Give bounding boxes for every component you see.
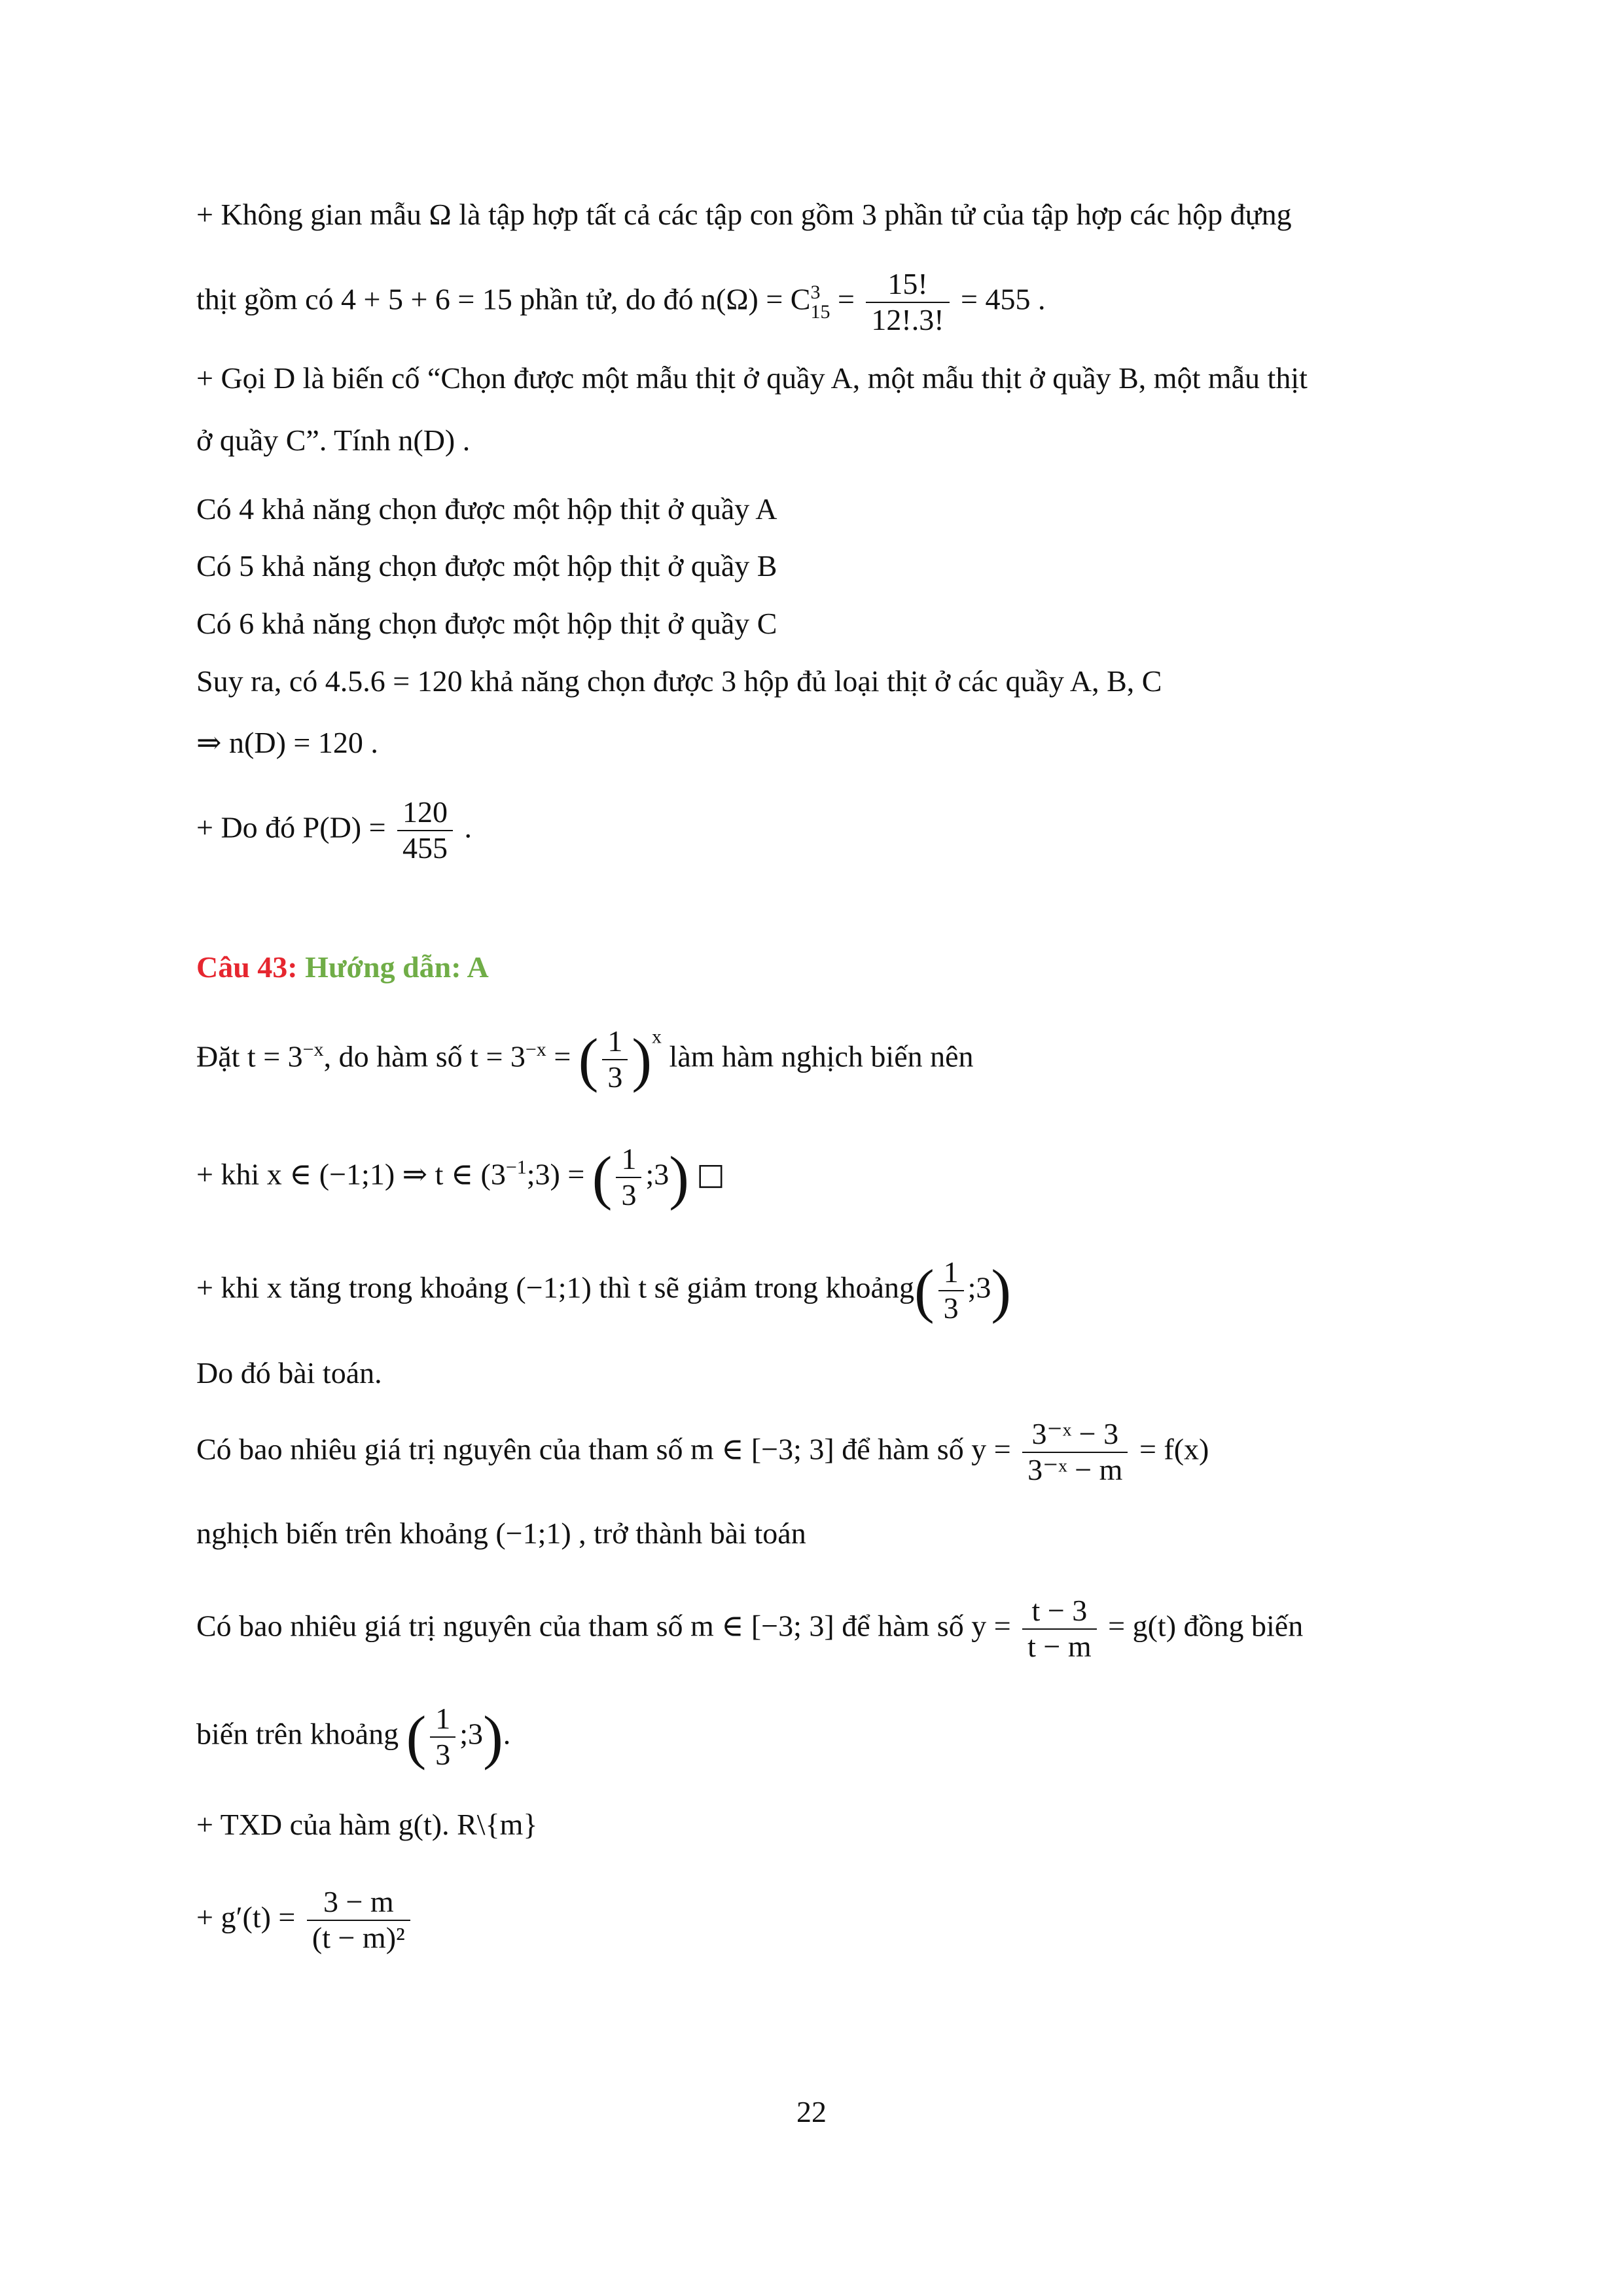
paragraph-interval-t: biến trên khoảng ( $\frac{1}{3}$ ;3).	[196, 1702, 511, 1771]
paragraph-event-count: ⇒ n(D) = 120 .	[196, 726, 378, 759]
fraction-one-third-2: $\frac{1}{3}$	[616, 1142, 641, 1213]
paragraph-problem-t: Có bao nhiêu giá trị nguyên của tham số m ∈ [−3; 3] để hàm số y = $\frac{t - 3}{t - m}$ = g(t) đồng biến	[196, 1594, 1304, 1663]
paragraph-domain: + TXD của hàm g(t). R\{m}	[196, 1808, 538, 1841]
page-number: 22	[796, 2095, 827, 2128]
fraction-factorial: $\frac{15!}{12!.3!}$	[866, 267, 949, 338]
question-heading	[196, 952, 489, 982]
paragraph-therefore: Do đó bài toán.	[196, 1356, 382, 1390]
question-label: Câu 43:	[196, 950, 306, 984]
paragraph-sample-space-count	[196, 267, 1046, 338]
paragraph-choice-b: Có 5 khả năng chọn được một hộp thịt ở quầy B	[196, 549, 777, 583]
fraction-function-t: $\frac{t - 3}{t - m}$	[1022, 1594, 1097, 1664]
answer-label: Hướng dẫn: A	[305, 950, 489, 984]
fraction-probability: $\frac{120}{455}$	[397, 795, 453, 866]
fraction-derivative: $\frac{3 - m}{\text{(t − m)²}}$	[307, 1885, 410, 1956]
combination-index: 3 15	[810, 281, 830, 323]
fraction-one-third-3: $\frac{1}{3}$	[938, 1255, 964, 1326]
paragraph-choice-c: Có 6 khả năng chọn được một hộp thịt ở quầy C	[196, 607, 777, 640]
sample-space-text: thịt gồm có 4 + 5 + 6 = 15 phần tử, do đó n(Ω) = C	[196, 282, 811, 316]
sample-space-result: = 455 .	[961, 282, 1046, 316]
paragraph-sample-space: + Không gian mẫu Ω là tập hợp tất cả các tập con gồm 3 phần tử của tập hợp các hộp đựng	[196, 198, 1292, 231]
equals-sign: =	[837, 282, 855, 316]
paragraph-monotonic: + khi x tăng trong khoảng (−1;1) thì t sẽ giảm trong khoảng( $\frac{1}{3}$ ;3)	[196, 1255, 1012, 1325]
paragraph-event-definition: + Gọi D là biến cố “Chọn được một mẫu thịt ở quầy A, một mẫu thịt ở quầy B, một mẫu thịt	[196, 361, 1308, 395]
paragraph-derivative: + g′(t) = $\frac{3 - m}{\text{(t − m)²}}$	[196, 1885, 414, 1956]
paragraph-substitution: Đặt $t = 3^{-x}$, do hàm số $t = 3^{-x}$ = ( $\frac{1}{3}$ )$^x$ làm hàm nghịch biến nên	[196, 1024, 974, 1094]
paragraph-event-definition-cont: ở quầy C”. Tính n(D) .	[196, 423, 471, 457]
paragraph-becomes: nghịch biến trên khoảng (−1;1) , trở thành bài toán	[196, 1516, 806, 1550]
paragraph-product-rule: Suy ra, có 4.5.6 = 120 khả năng chọn được 3 hộp đủ loại thịt ở các quầy A, B, C	[196, 664, 1162, 698]
fraction-one-third-4: $\frac{1}{3}$	[430, 1702, 455, 1772]
paragraph-probability: + Do đó P(D) = $\frac{120}{455}$ .	[196, 795, 473, 865]
fraction-one-third: $\frac{1}{3}$	[602, 1024, 628, 1095]
paragraph-interval-map: + khi x ∈ (−1;1) ⇒ t ∈ $(3^{-1};3)$ = ( $\frac{1}{3}$ ;3) □	[196, 1142, 725, 1211]
paragraph-choice-a: Có 4 khả năng chọn được một hộp thịt ở quầy A	[196, 492, 777, 526]
paragraph-problem-x: Có bao nhiêu giá trị nguyên của tham số m ∈ [−3; 3] để hàm số y = $\frac{\text{3⁻ˣ − 3}}{\text{3⁻ˣ − m}}$ = f(x)	[196, 1417, 1209, 1486]
fraction-function-x: $\frac{\text{3⁻ˣ − 3}}{\text{3⁻ˣ − m}}$	[1022, 1417, 1128, 1488]
placeholder-box-icon: □	[696, 1156, 725, 1192]
